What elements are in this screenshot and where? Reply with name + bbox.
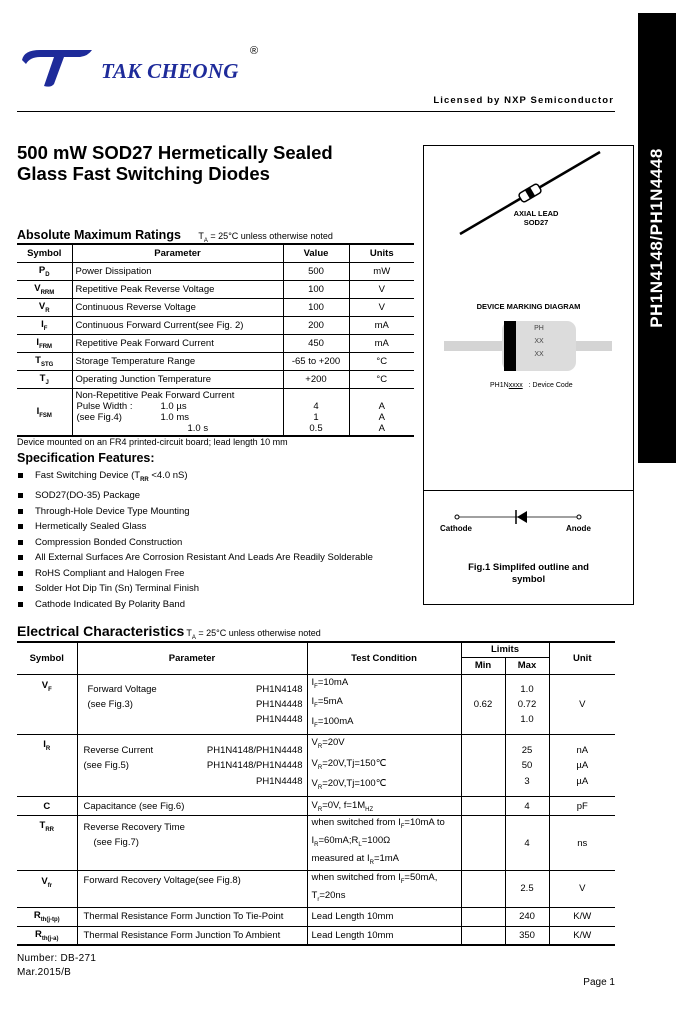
header-rule [17, 111, 615, 112]
ifsm-pulse-3: 1.0 s [187, 423, 209, 434]
amr-value: +200 [283, 371, 349, 389]
ec-max: 2.5 [505, 871, 549, 908]
table-row [17, 263, 414, 281]
ifsm-value: 4 [313, 400, 319, 412]
doc-number: Number: DB-271 [17, 953, 97, 964]
list-item: Cathode Indicated By Polarity Band [17, 597, 373, 613]
ec-max: 240 [505, 907, 549, 926]
axial-label-line1: AXIAL LEAD [513, 209, 559, 218]
vf-device: PH1N4448 [256, 713, 303, 725]
anode-label: Anode [566, 524, 591, 533]
ec-param [77, 674, 307, 735]
amr-symbol: $I_{FSM}$ [17, 389, 72, 437]
ifsm-line1: Non-Repetitive Peak Forward Current [75, 390, 235, 401]
ec-unit: K/W [549, 907, 615, 926]
amr-unit: mA [349, 317, 414, 335]
axial-label [510, 209, 562, 227]
amr-value: 100 [283, 299, 349, 317]
list-item: SOD27(DO-35) Package [17, 488, 373, 504]
amr-unit: °C [349, 371, 414, 389]
table-row [17, 871, 615, 908]
ifsm-value: 0.5 [309, 422, 323, 434]
ec-symbol: $R_{th(j-tp)}$ [33, 910, 60, 924]
ir-see-fig: (see Fig.5) [83, 760, 129, 771]
code-label: : Device Code [528, 382, 573, 389]
ec-param: Thermal Resistance Form Junction To Tie-Point [77, 907, 307, 926]
ec-header-max: Max [505, 657, 549, 674]
amr-symbol: $V_R$ [17, 299, 72, 317]
amr-footnote: Device mounted on an FR4 printed-circuit board; lead length 10 mm [17, 437, 288, 447]
ec-test: $V_R=20V$ $V_R=20V,Tj=150℃$ $V_R=20V,Tj=100℃$ [307, 735, 461, 797]
ir-max: 50 [521, 760, 533, 771]
ec-max: 4 [505, 797, 549, 816]
ec-min [461, 735, 505, 797]
vf-device: PH1N4448 [256, 698, 303, 710]
list-item: Through-Hole Device Type Mounting [17, 504, 373, 520]
table-row [17, 299, 414, 317]
amr-value [283, 389, 349, 437]
caption-line1: Fig.1 Simplifed outline and [468, 562, 589, 573]
ec-header-min: Min [461, 657, 505, 674]
ec-min [461, 907, 505, 926]
ec-test: $V_R=0V$, $f=1M_{HZ}$ [307, 797, 461, 816]
ir-device: PH1N4148/PH1N4448 [206, 760, 303, 771]
ec-test: when switched from $I_F=50mA$, $T_r=20ns$ [307, 871, 461, 908]
ec-test: $I_F=10mA$ $I_F=5mA$ $I_F=100mA$ [307, 674, 461, 735]
figure-caption [424, 562, 633, 586]
table-row [17, 816, 615, 871]
ir-max: 3 [524, 775, 530, 787]
ec-symbol: $R_{th(j-a)}$ [34, 929, 59, 942]
company-name: TAK CHEONG [101, 59, 239, 83]
amr-symbol: $T_{STG}$ [17, 353, 72, 371]
figure-divider [424, 490, 633, 491]
tak-cheong-logo [18, 46, 98, 90]
amr-symbol: $V_{RRM}$ [17, 281, 72, 299]
device-code-note [490, 382, 573, 389]
amr-header-value: Value [283, 244, 349, 263]
ec-test: Lead Length 10mm [307, 926, 461, 945]
ec-param [77, 735, 307, 797]
amr-symbol: $I_{FRM}$ [17, 335, 72, 353]
amr-header-parameter: Parameter [72, 244, 283, 263]
amr-param: Repetitive Peak Forward Current [72, 335, 283, 353]
ec-min [461, 797, 505, 816]
page-number: Page 1 [583, 977, 615, 988]
caption-line2: symbol [511, 574, 546, 585]
vf-max: 1.0 [520, 713, 534, 725]
axial-diode-drawing [424, 146, 633, 266]
sidebar-title: PH1N4148/PH1N4448 [647, 148, 666, 328]
ec-unit: K/W [549, 926, 615, 945]
ec-unit: V [549, 674, 615, 735]
ec-symbol: $V_F$ [41, 679, 52, 693]
marking-line3: XX [534, 351, 544, 358]
amr-value: 450 [283, 335, 349, 353]
ec-min: 0.62 [461, 674, 505, 735]
amr-value: 500 [283, 263, 349, 281]
licensed-note: Licensed by NXP Semiconductor [433, 95, 614, 106]
ir-unit: µA [576, 760, 589, 771]
amr-unit: V [349, 281, 414, 299]
ec-header-parameter: Parameter [77, 642, 307, 674]
ifsm-unit: A [378, 411, 385, 423]
list-item: RoHS Compliant and Halogen Free [17, 566, 373, 582]
ec-param: Thermal Resistance Form Junction To Ambient [77, 926, 307, 945]
ec-test: when switched from $I_F=10mA$ to $I_R=60mA;R_L=100\Omega$ measured at $I_R=1mA$ [307, 816, 461, 871]
list-item: Fast Switching Device ($T_{RR} <4.0$ nS) [17, 468, 373, 488]
ec-min [461, 816, 505, 871]
ec-header-symbol: Symbol [29, 652, 64, 664]
table-row [17, 797, 615, 816]
amr-unit: °C [349, 353, 414, 371]
ec-param: Capacitance (see Fig.6) [77, 797, 307, 816]
ec-max [505, 735, 549, 797]
ec-symbol: $I_R$ [43, 739, 51, 753]
trr-see-fig: (see Fig.7) [93, 837, 139, 849]
doc-date: Mar.2015/B [17, 967, 72, 978]
ec-symbol: $T_{RR}$ [39, 820, 54, 834]
ec-min [461, 926, 505, 945]
amr-value: -65 to +200 [283, 353, 349, 371]
outline-figure-panel [423, 145, 634, 605]
code-placeholder: xxxx [508, 382, 523, 389]
amr-param: Operating Junction Temperature [72, 371, 283, 389]
marking-line1: PH [534, 325, 544, 332]
ec-test: Lead Length 10mm [307, 907, 461, 926]
ec-heading: Electrical Characteristics $T_A = 25^\circ C$ unless otherwise noted [17, 623, 321, 641]
spec-heading: Specification Features: [17, 451, 155, 465]
ifsm-pulse-1: 1.0 µs [160, 401, 187, 412]
ec-header-limits: Limits [461, 642, 549, 657]
vf-device: PH1N4148 [256, 683, 303, 695]
vf-max: 0.72 [517, 698, 537, 710]
table-row [17, 674, 615, 735]
amr-header-units: Units [349, 244, 414, 263]
ir-param: Reverse Current [83, 744, 154, 756]
ec-unit [549, 735, 615, 797]
ec-symbol: $V_{fr}$ [41, 876, 53, 889]
amr-unit: mW [349, 263, 414, 281]
ir-max: 25 [521, 744, 533, 756]
ec-max [505, 674, 549, 735]
table-row [17, 281, 414, 299]
list-item: Compression Bonded Construction [17, 535, 373, 551]
list-item: Solder Hot Dip Tin (Sn) Terminal Finish [17, 581, 373, 597]
table-row [17, 907, 615, 926]
amr-param: Continuous Forward Current(see Fig. 2) [72, 317, 283, 335]
table-row [17, 371, 414, 389]
ifsm-see-fig: (see Fig.4) [76, 412, 122, 423]
amr-value: 100 [283, 281, 349, 299]
amr-table [17, 243, 414, 437]
amr-unit [349, 389, 414, 437]
ifsm-pulse-2: 1.0 ms [160, 412, 190, 423]
amr-value: 200 [283, 317, 349, 335]
ec-unit: pF [549, 797, 615, 816]
part-number-sidebar [638, 13, 676, 463]
list-item: All External Surfaces Are Corrosion Resistant And Leads Are Readily Solderable [17, 550, 373, 566]
spec-list [17, 468, 373, 612]
ec-heading-text: Electrical Characteristics [17, 623, 185, 639]
doc-info [17, 952, 96, 980]
table-row [17, 317, 414, 335]
ifsm-unit: A [378, 422, 385, 434]
amr-unit: mA [349, 335, 414, 353]
axial-label-line2: SOD27 [523, 218, 549, 227]
ifsm-pulse-label: Pulse Width : [76, 401, 133, 412]
table-row [17, 389, 414, 437]
ec-param: Forward Recovery Voltage(see Fig.8) [77, 871, 307, 908]
ec-max: 4 [505, 816, 549, 871]
page-title: 500 mW SOD27 Hermetically Sealed Glass Fast Switching Diodes [17, 142, 333, 184]
ec-table [17, 641, 615, 946]
table-row [17, 335, 414, 353]
ec-header-test: Test Condition [307, 642, 461, 674]
amr-param [72, 389, 283, 437]
amr-unit: V [349, 299, 414, 317]
ec-header-unit: Unit [549, 642, 615, 674]
code-prefix: PH1N [490, 382, 509, 389]
amr-param: Storage Temperature Range [72, 353, 283, 371]
marking-text [527, 322, 551, 361]
vf-param: Forward Voltage [87, 683, 157, 695]
marking-title: DEVICE MARKING DIAGRAM [476, 302, 581, 311]
footer-rule [17, 945, 197, 946]
amr-symbol: $I_F$ [17, 317, 72, 335]
amr-param: Repetitive Peak Reverse Voltage [72, 281, 283, 299]
ec-unit: V [549, 871, 615, 908]
ir-unit: µA [576, 775, 589, 787]
ir-unit: nA [576, 744, 589, 756]
ec-symbol: C [43, 800, 51, 812]
ir-device: PH1N4148/PH1N4448 [206, 744, 303, 756]
trr-param: Reverse Recovery Time [83, 822, 185, 834]
amr-symbol: $T_J$ [17, 371, 72, 389]
ec-param [77, 816, 307, 871]
ec-min [461, 871, 505, 908]
amr-param: Continuous Reverse Voltage [72, 299, 283, 317]
amr-param: Power Dissipation [72, 263, 283, 281]
table-row [17, 926, 615, 945]
table-row [17, 735, 615, 797]
cathode-label: Cathode [440, 524, 472, 533]
amr-header-symbol: Symbol [17, 244, 72, 263]
amr-symbol: $P_D$ [17, 263, 72, 281]
ifsm-unit: A [378, 400, 385, 412]
list-item: Hermetically Sealed Glass [17, 519, 373, 535]
ir-device: PH1N4448 [256, 775, 303, 787]
ec-unit: ns [549, 816, 615, 871]
vf-max: 1.0 [520, 683, 534, 695]
amr-heading-text: Absolute Maximum Ratings [17, 228, 181, 242]
amr-heading: Absolute Maximum Ratings $T_A = 25^\circ C$ unless otherwise noted [17, 228, 333, 244]
table-row [17, 353, 414, 371]
ifsm-value: 1 [313, 411, 319, 423]
vf-see-fig: (see Fig.3) [87, 698, 133, 710]
marking-line2: XX [534, 338, 544, 345]
registered-mark: ® [250, 45, 259, 57]
ec-max: 350 [505, 926, 549, 945]
